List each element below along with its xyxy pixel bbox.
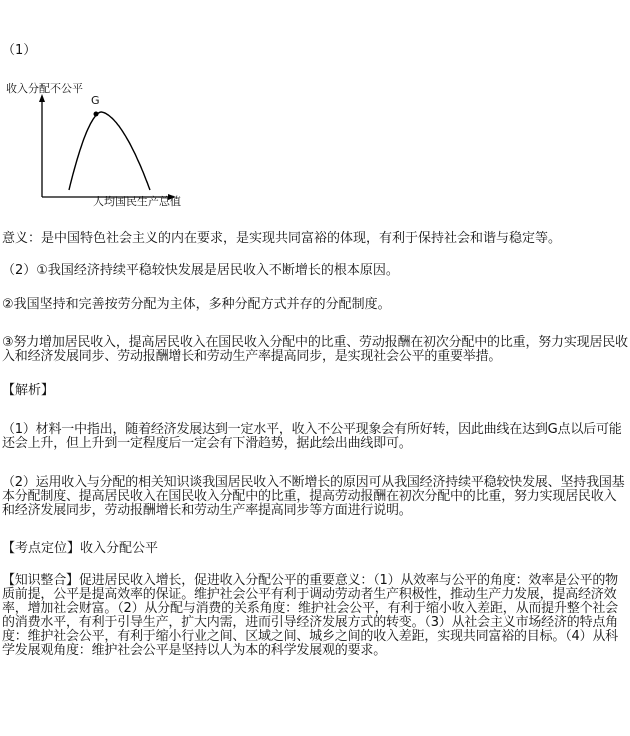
peak-label: G xyxy=(91,94,100,107)
kaodian-value: 收入分配公平 xyxy=(80,541,159,556)
integration-text: 促进居民收入增长，促进收入分配公平的重要意义：（1）从效率与公平的角度：效率是公平的物质前提，公平是提高效率的保证。维护社会公平有利于调动劳动者生产积极性，推动生产力发展，提高经济效率，增加社会财富。（2）从分配与消费的关系角度：维护社会公平，有利于缩小收入差距，从而提升整个社会的消费水平，有利于引导生产，扩大内需，进而引导经济发展方式的转变。（3）从社会主义市场经济的特点角度：维护社会公平，有利于缩小行业之间、区域之间、城乡之间的收入差距，实现共同富裕的目标。（4）从科学发展观角度：维护社会公平是坚持以人为本的科学发展观的要求。 xyxy=(2,573,618,658)
analysis-heading: 【解析】 xyxy=(2,383,55,398)
analysis-paragraph-2: （2）运用收入与分配的相关知识谈我国居民收入不断增长的原因可从我国经济持续平稳较快发展、坚持我国基本分配制度、提高居民收入在国民收入分配中的比重，提高劳动报酬在初次分配中的比重，努力实现居民收入和经济发展同步，劳动报酬增长和劳动生产率提高同步等方面进行说明。 xyxy=(2,475,625,518)
inverted-u-curve xyxy=(69,112,150,190)
part2-item-3: ③努力增加居民收入，提高居民收入在国民收入分配中的比重、劳动报酬在初次分配中的比重，努力实现居民收入和经济发展同步、劳动报酬增长和劳动生产率提高同步，是实现社会公平的重要举措。 xyxy=(2,335,628,364)
integration-label: 【知识整合】 xyxy=(2,573,79,588)
kaodian-label: 【考点定位】 xyxy=(2,541,81,556)
integration-paragraph xyxy=(2,574,628,658)
income-inequality-curve-figure xyxy=(0,0,630,220)
x-axis-label: 人均国民生产总值 xyxy=(93,195,181,208)
y-axis-label: 收入分配不公平 xyxy=(6,82,83,95)
part1-number: （1） xyxy=(2,43,37,58)
part2-item-1: （2）①我国经济持续平稳较快发展是居民收入不断增长的根本原因。 xyxy=(2,263,399,278)
kaodian-line xyxy=(2,542,628,556)
meaning-text: 意义：是中国特色社会主义的内在要求，是实现共同富裕的体现，有利于保持社会和谐与稳定等。 xyxy=(2,231,562,246)
analysis-paragraph-1: （1）材料一中指出，随着经济发展达到一定水平，收入不公平现象会有所好转，因此曲线在达到G点以后可能还会上升，但上升到一定程度后一定会有下滑趋势，据此绘出曲线即可。 xyxy=(2,422,622,451)
peak-point-g xyxy=(94,112,99,117)
part2-item-2: ②我国坚持和完善按劳分配为主体，多种分配方式并存的分配制度。 xyxy=(2,297,391,312)
